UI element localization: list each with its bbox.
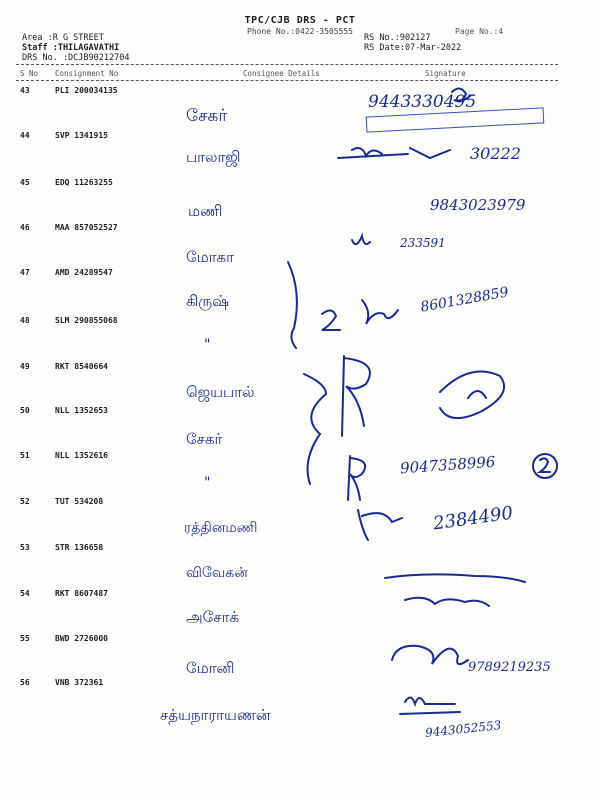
area-label: Area :R G STREET	[22, 33, 104, 43]
signature-scribble	[392, 646, 468, 664]
row-sno: 43	[20, 86, 30, 95]
col-signature: Signature	[425, 69, 466, 78]
consignee-name: சத்யநாராயணன்	[160, 706, 271, 724]
row-sno: 51	[20, 451, 30, 460]
row-sno: 44	[20, 131, 30, 140]
consignee-name: ரத்தினமணி	[184, 520, 258, 536]
signature-scribble	[358, 510, 402, 540]
row-consignment: AMD 24289547	[55, 268, 113, 277]
row-consignment: BWD 2726000	[55, 634, 108, 643]
row-consignment: SLM 290855068	[55, 316, 118, 325]
row-sno: 45	[20, 178, 30, 187]
signature-text: 30222	[470, 144, 521, 163]
signature-text: 233591	[400, 236, 446, 250]
consignee-name: ஜெயபால்	[186, 383, 255, 401]
consignee-name: மணி	[188, 202, 223, 220]
row-sno: 49	[20, 362, 30, 371]
consignee-name: சேகர்	[186, 430, 223, 448]
row-consignment: NLL 1352653	[55, 406, 108, 415]
signature-scribble	[440, 372, 504, 419]
consignee-name: அசோக்	[186, 608, 240, 626]
signature-scribble	[400, 697, 460, 714]
col-consignee: Consignee Details	[243, 69, 320, 78]
row-consignment: RKT 8607487	[55, 589, 108, 598]
signature-scribble	[452, 88, 470, 101]
row-sno: 53	[20, 543, 30, 552]
consignee-name: மோகா	[186, 248, 234, 266]
row-sno: 47	[20, 268, 30, 277]
row-sno: 50	[20, 406, 30, 415]
row-sno: 55	[20, 634, 30, 643]
row-sno: 52	[20, 497, 30, 506]
signature-scribble	[362, 300, 398, 324]
consignee-name: "	[204, 475, 211, 491]
row-sno: 56	[20, 678, 30, 687]
signature-scribble	[385, 574, 525, 606]
page-number: Page No.:4	[455, 27, 504, 36]
signature-text: 2384490	[431, 502, 515, 535]
signature-scribble	[322, 310, 340, 330]
phone-number: Phone No.:0422-3505555	[247, 27, 353, 36]
bracket-stroke	[304, 374, 326, 484]
row-sno: 54	[20, 589, 30, 598]
consignee-name: கிருஷ்	[186, 292, 229, 310]
consignee-name: விவேகன்	[186, 565, 248, 581]
signature-text: 9443330495	[368, 92, 477, 112]
sheet-title: TPC/CJB DRS - PCT	[244, 15, 356, 26]
col-sno: S No	[20, 69, 39, 78]
row-consignment: PLI 200034135	[55, 86, 118, 95]
row-consignment: MAA 857052527	[55, 223, 118, 232]
signature-text: 9047358996	[399, 452, 496, 478]
row-consignment: NLL 1352616	[55, 451, 108, 460]
rs-date: RS Date:07-Mar-2022	[364, 43, 462, 53]
row-consignment: SVP 1341915	[55, 131, 108, 140]
rs-number: RS No.:902127	[364, 33, 431, 43]
consignee-name: சேகர்	[186, 106, 228, 126]
row-consignment: STR 136658	[55, 543, 104, 552]
bracket-stroke	[288, 262, 297, 348]
row-consignment: TUT 534208	[55, 497, 104, 506]
signature-scribble	[540, 458, 550, 472]
row-sno: 48	[20, 316, 30, 325]
col-consignment: Consignment No	[55, 69, 119, 78]
drs-number: DRS No. :DCJB90212704	[22, 53, 130, 63]
row-consignment: VNB 372361	[55, 678, 104, 687]
signature-scribble	[352, 236, 370, 244]
signature-text: 9443052553	[424, 718, 502, 740]
consignee-name: "	[204, 337, 211, 353]
consignee-name: மோனி	[186, 659, 235, 677]
row-sno: 46	[20, 223, 30, 232]
signature-text: 9843023979	[430, 196, 526, 214]
signature-scribble	[348, 456, 365, 500]
signature-scribble	[338, 148, 450, 158]
row-consignment: EDQ 11263255	[55, 178, 113, 187]
row-consignment: RKT 8540664	[55, 362, 108, 371]
consignee-name: பாலாஜி	[186, 148, 241, 166]
signature-text: 8601328859	[419, 284, 510, 316]
signature-scribble	[342, 356, 370, 436]
staff-label: Staff :THILAGAVATHI	[22, 43, 120, 53]
signature-text: 9789219235	[468, 660, 551, 675]
